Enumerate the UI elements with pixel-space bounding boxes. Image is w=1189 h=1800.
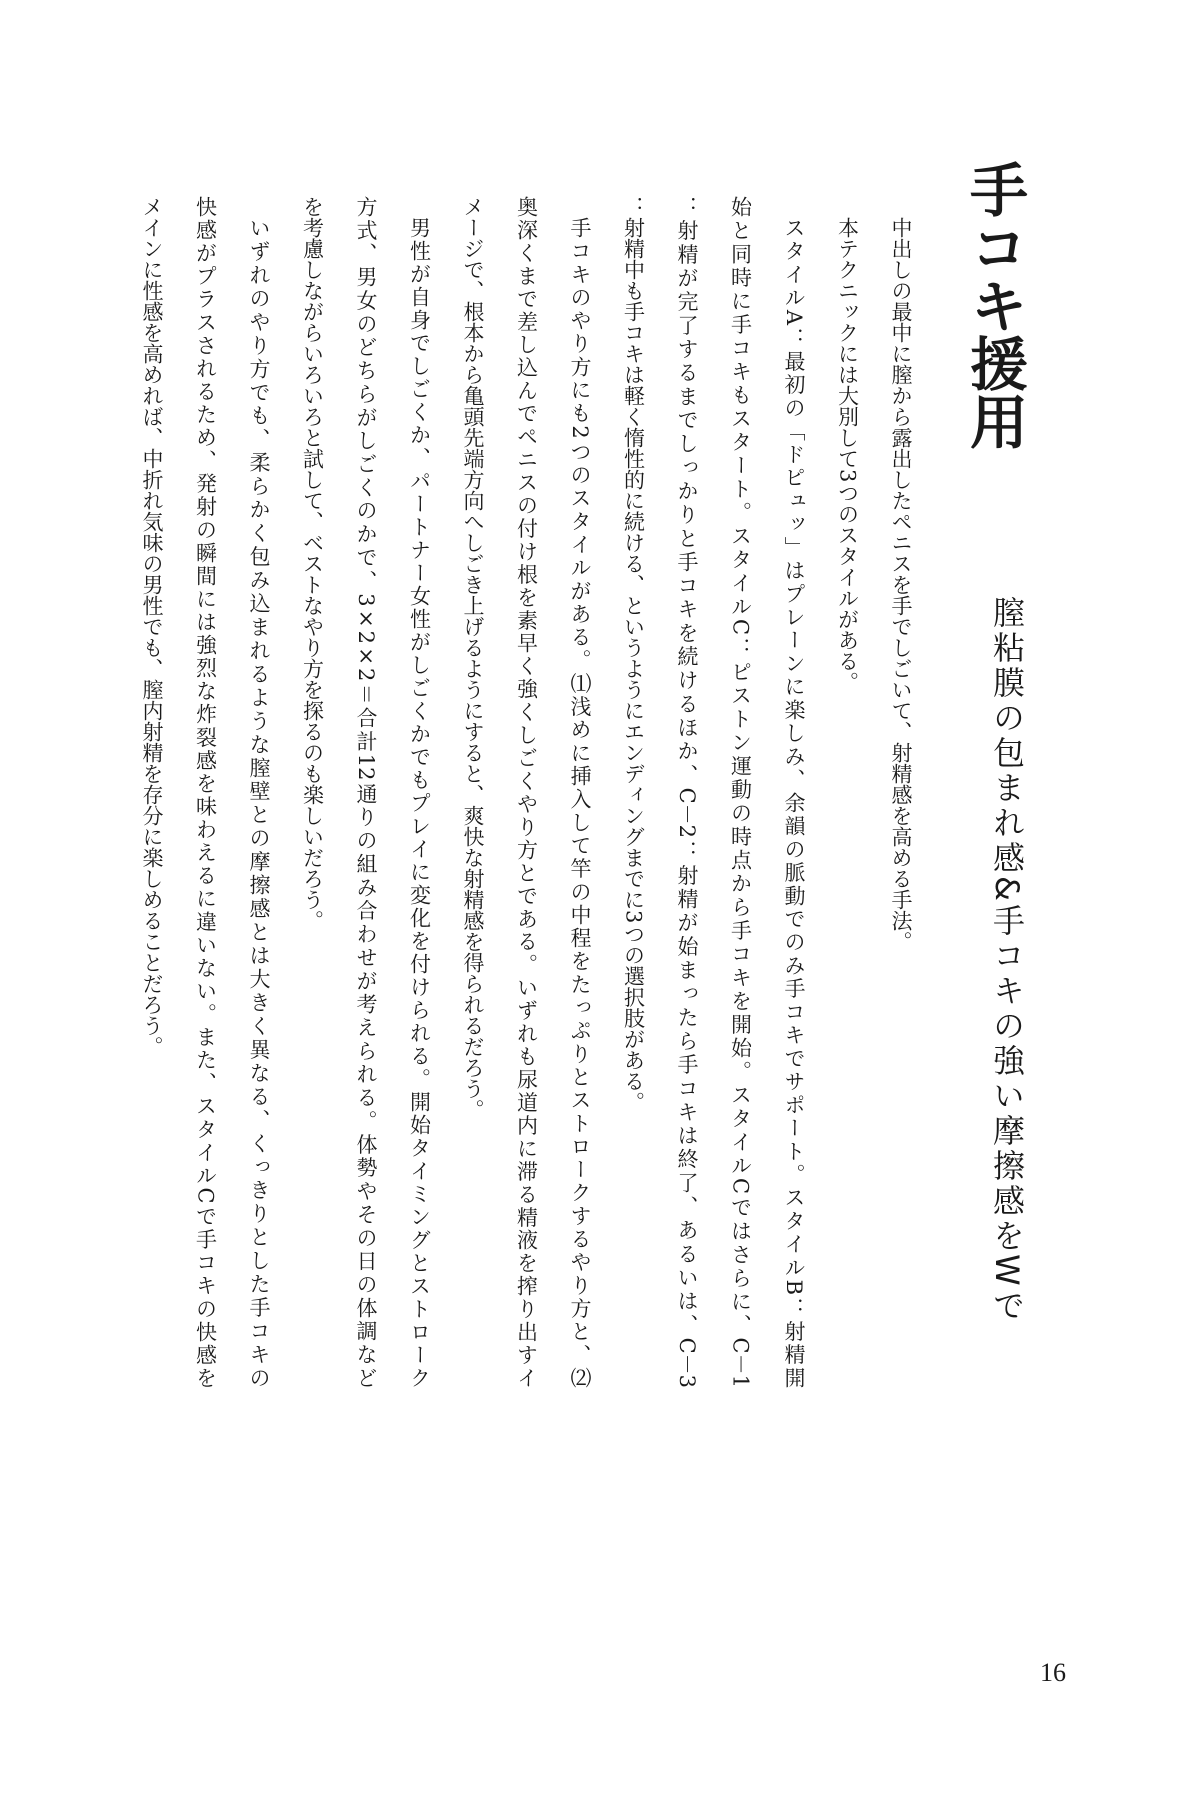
text-column: ：射精が完了するまでしっかりと手コキを続けるほか、C－2：射精が始まったら手コキは終了、あるいは、C－3 (675, 196, 699, 1388)
text-column: 本テクニックには大別して3つのスタイルがある。 (835, 217, 860, 693)
text-column: 中出しの最中に膣から露出したペニスを手でしごいて、射精感を高める手法。 (889, 217, 913, 952)
text-column: 方式、男女のどちらがしごくのかで、3×2×2＝合計12通りの組み合わせが考えられる。体勢やその日の体調など (354, 196, 378, 1388)
section-title: 手コキ援用 (960, 160, 1028, 450)
section-subtitle: 膣粘膜の包まれ感&手コキの強い摩擦感をWで (988, 596, 1026, 1324)
text-column: いずれのやり方でも、柔らかく包み込まれるような膣壁との摩擦感とは大きく異なる、くっきりとした手コキの (247, 217, 271, 1388)
page-number: 16 (1040, 1658, 1066, 1687)
text-column: 快感がプラスされるため、発射の瞬間には強烈な炸裂感を味わえるに違いない。また、スタイルCで手コキの快感を (193, 196, 218, 1388)
text-column: を考慮しながらいろいろと試して、ベストなやり方を探るのも楽しいだろう。 (300, 196, 325, 931)
text-column: ：射精中も手コキは軽く惰性的に続ける、というようにエンディングまでに3つの選択肢がある。 (621, 196, 646, 1113)
text-column: 始と同時に手コキもスタート。スタイルC：ピストン運動の時点から手コキを開始。スタイルCではさらに、C－1 (728, 196, 753, 1388)
text-column: 奥深くまで差し込んでペニスの付け根を素早く強くしごくやり方とである。いずれも尿道内に滞る精液を搾り出すイ (514, 196, 539, 1388)
text-column: スタイルA：最初の「ドピュッ」はプレーンに楽しみ、余韻の脈動でのみ手コキでサポート。スタイルB：射精開 (782, 217, 806, 1388)
text-column: メインに性感を高めれば、中折れ気味の男性でも、膣内射精を存分に楽しめることだろう。 (140, 196, 164, 1057)
body-text (125, 196, 928, 1388)
text-column: 男性が自身でしごくか、パートナー女性がしごくかでもプレイに変化を付けられる。開始タイミングとストローク (407, 217, 432, 1388)
text-column: メージで、根本から亀頭先端方向へしごき上げるようにすると、爽快な射精感を得られるだろう。 (461, 196, 485, 1120)
text-column: 手コキのやり方にも2つのスタイルがある。⑴浅めに挿入して竿の中程をたっぷりとストロークするやり方と、⑵ (568, 217, 592, 1388)
